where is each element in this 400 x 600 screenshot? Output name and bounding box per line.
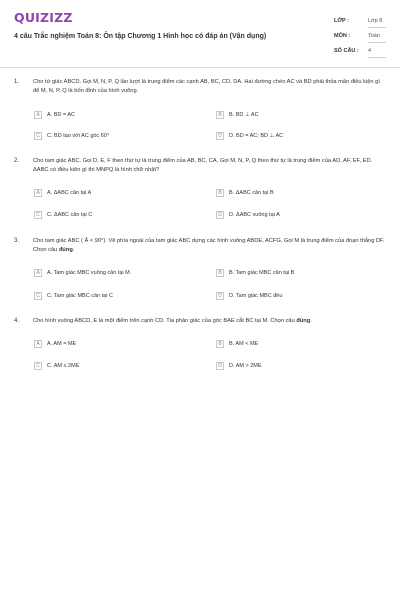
option-letter-box: A — [34, 189, 42, 197]
meta-value-count: 4 — [368, 48, 372, 54]
option-text: D. Tam giác MBC đều — [229, 293, 283, 299]
option-text: D. BD = AC; BD ⊥ AC — [229, 133, 284, 139]
option-text: A. BD = AC — [47, 112, 75, 118]
option-text: A. AM = ME — [47, 341, 77, 347]
option-letter-box: B — [216, 189, 224, 197]
option-letter-box: B — [216, 111, 224, 119]
option-text: B. BD ⊥ AC — [229, 112, 259, 118]
question-text: Cho tam giác ABC. Gọi D, E, F theo thứ tự là trung điểm của AB, BC, CA. Gọi M, N, P, Q theo thứ tự là trung điểm của AD, AF, EF, ED. ΔABC có điều kiện gì thì MNPQ là hình chữ nhật? — [33, 158, 373, 173]
question-text: Cho hình vuông ABCD, E là một điểm trên cạnh CD. Tia phân giác của góc BAE cắt BC tại M. Chọn câu đúng. — [33, 318, 312, 324]
option-text: A. Tam giác MBC vuông cân tại M. — [47, 270, 132, 276]
question-number: 2. — [14, 158, 20, 164]
option-letter-box: C — [34, 292, 42, 300]
option-b[interactable] — [216, 188, 274, 198]
option-letter-box: A — [34, 340, 42, 348]
quizizz-logo: QUIZIZZ — [14, 10, 73, 25]
option-c[interactable] — [34, 291, 113, 301]
option-text: C. AM ≤ 2ME — [47, 363, 80, 369]
option-letter-box: D — [216, 362, 224, 370]
question-number: 4. — [14, 318, 20, 324]
option-text: C. Tam giác MBC cân tại C — [47, 293, 113, 299]
option-text: B. ΔABC cân tại B — [229, 190, 274, 196]
option-letter-box: C — [34, 211, 42, 219]
option-a[interactable] — [34, 339, 76, 349]
option-c[interactable] — [34, 210, 92, 220]
option-a[interactable] — [34, 188, 91, 198]
meta-underline — [368, 27, 386, 28]
option-letter-box: C — [34, 362, 42, 370]
option-text: D. ΔABC vuông tại A — [229, 212, 280, 218]
option-a[interactable] — [34, 268, 131, 278]
option-letter-box: C — [34, 132, 42, 140]
question-number: 1. — [14, 79, 20, 85]
option-text: A. ΔABC cân tại A — [47, 190, 92, 196]
option-text: C. BD tạo với AC góc 60° — [47, 133, 110, 139]
option-b[interactable] — [216, 268, 294, 278]
option-text: B. Tam giác MBC cân tại B — [229, 270, 295, 276]
option-letter-box: B — [216, 269, 224, 277]
option-text: B. AM < ME — [229, 341, 259, 347]
question-number: 3. — [14, 238, 20, 244]
option-letter-box: A — [34, 269, 42, 277]
option-letter-box: D — [216, 132, 224, 140]
option-d[interactable] — [216, 291, 282, 301]
option-b[interactable] — [216, 339, 258, 349]
option-text: D. AM > 2ME — [229, 363, 262, 369]
option-c[interactable] — [34, 361, 79, 371]
option-a[interactable] — [34, 110, 75, 120]
option-d[interactable] — [216, 131, 283, 141]
option-d[interactable] — [216, 210, 280, 220]
option-letter-box: D — [216, 211, 224, 219]
option-letter-box: D — [216, 292, 224, 300]
meta-label-count: SỐ CÂU : — [334, 48, 359, 54]
meta-underline — [368, 42, 386, 43]
option-letter-box: B — [216, 340, 224, 348]
meta-label-class: LỚP : — [334, 18, 349, 24]
option-letter-box: A — [34, 111, 42, 119]
meta-value-class: Lớp 8 — [368, 18, 383, 24]
meta-value-subject: Toán — [368, 33, 380, 39]
option-text: C. ΔABC cân tại C — [47, 212, 93, 218]
worksheet-header — [0, 0, 400, 68]
option-d[interactable] — [216, 361, 262, 371]
question-text: Cho tam giác ABC ( Â < 90°). Vẽ phía ngoài của tam giác ABC dựng các hình vuông ABDE, ACFG. Gọi M là trung điểm của đoạn thẳng DF. Chọn câu đúng. — [33, 238, 385, 253]
meta-label-subject: MÔN : — [334, 33, 351, 39]
option-b[interactable] — [216, 110, 259, 120]
meta-underline — [368, 57, 386, 58]
worksheet-title: 4 câu Trắc nghiệm Toán 8: Ôn tập Chương 1 Hình học có đáp án (Vận dụng) — [14, 33, 267, 40]
option-c[interactable] — [34, 131, 109, 141]
question-text: Cho tứ giác ABCD. Gọi M, N, P, Q lần lượt là trung điểm các cạnh AB, BC, CD, DA. Hai đường chéo AC và BD phải thỏa mãn điều kiện gì để M, N, P, Q là bốn đỉnh của hình vuông. — [33, 79, 380, 94]
